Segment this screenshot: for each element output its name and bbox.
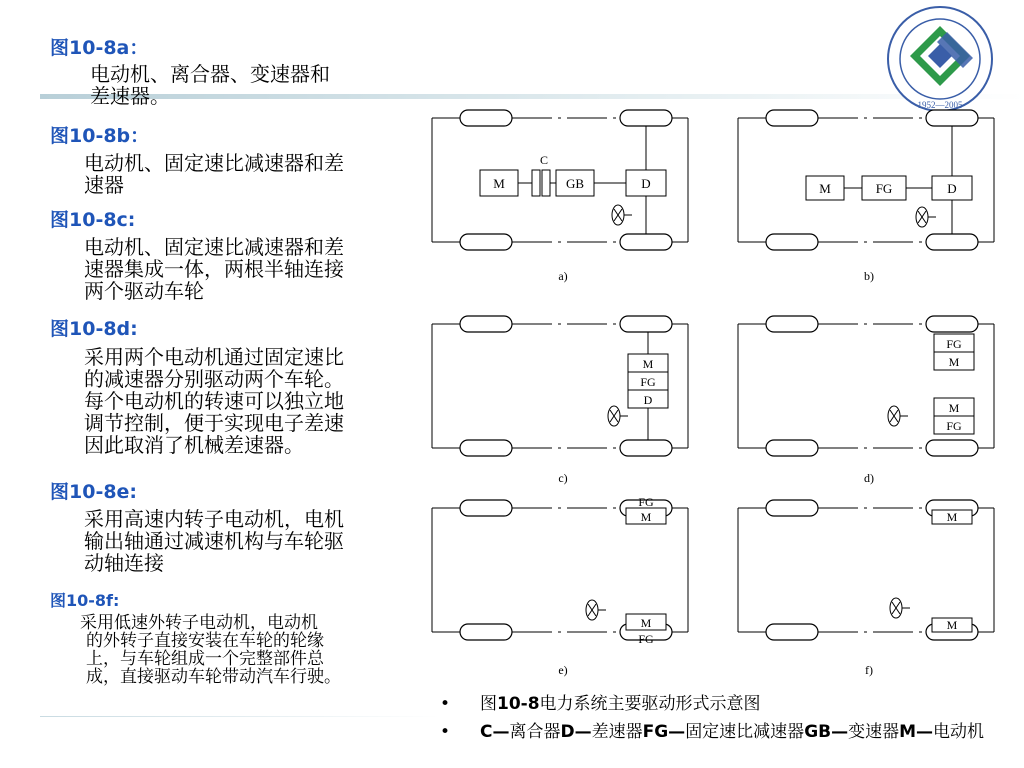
differential-label: D — [643, 393, 653, 407]
text-fig-8e: 采用高速内转子电动机，电机 输出轴通过减速机构与车轮驱 动轴连接 — [84, 507, 344, 575]
text-fig-8c: 电动机、固定速比减速器和差 速器集成一体，两根半轴连接 两个驱动车轮 — [84, 235, 344, 303]
motor-label: M — [493, 176, 505, 191]
differential-label: D — [947, 181, 957, 196]
fixed-gear-label: FG — [640, 375, 656, 389]
note-legend: • C—离合器D—差速器FG—固定速比减速器GB—变速器M—电动机 — [440, 722, 985, 742]
caption-f: f) — [865, 663, 873, 677]
diagram-b — [738, 110, 994, 283]
university-logo — [885, 4, 995, 114]
heading-fig-8a: 图10-8a： — [50, 37, 149, 59]
heading-fig-8b: 图10-8b： — [50, 125, 150, 147]
motor-label: M — [946, 618, 958, 632]
text-fig-8a: 电动机、离合器、变速器和 差速器。 — [90, 62, 330, 108]
motor-label: M — [819, 181, 831, 196]
drive-layout-diagram — [420, 100, 1005, 690]
heading-fig-8c: 图10-8c: — [50, 209, 136, 231]
caption-e: e) — [558, 663, 568, 677]
diagram-e — [432, 495, 688, 677]
description-column — [0, 0, 430, 768]
note-figure-title: • 图10-8电力系统主要驱动形式示意图 — [440, 694, 761, 714]
fixed-gear-label: FG — [946, 337, 962, 351]
caption-c: c) — [558, 471, 568, 485]
diagram-a — [432, 110, 688, 283]
heading-fig-8d: 图10-8d: — [50, 318, 138, 340]
caption-a: a) — [558, 269, 568, 283]
text-fig-8d: 采用两个电动机通过固定速比 的减速器分别驱动两个车轮。 每个电动机的转速可以独立地 调节控制，便于实现电子差速 因此取消了机械差速器。 — [84, 345, 344, 457]
bullet-marker: • — [440, 694, 451, 714]
fixed-gear-label: FG — [638, 632, 654, 646]
diagram-c — [432, 316, 688, 485]
bullet-marker: • — [440, 722, 451, 742]
heading-fig-8e: 图10-8e: — [50, 481, 138, 503]
motor-label: M — [948, 401, 960, 415]
motor-label: M — [640, 616, 652, 630]
text-fig-8b: 电动机、固定速比减速器和差 速器 — [84, 151, 344, 197]
motor-label: M — [948, 355, 960, 369]
motor-label: M — [946, 510, 958, 524]
logo-year-text: 1952—2005 — [917, 100, 963, 110]
motor-label: M — [640, 510, 652, 524]
motor-label: M — [642, 357, 654, 371]
differential-label: D — [641, 176, 651, 191]
fixed-gear-label: FG — [638, 495, 654, 509]
heading-fig-8f: 图10-8f: — [50, 591, 120, 610]
diagram-f — [738, 500, 994, 677]
fixed-gear-label: FG — [946, 419, 962, 433]
diagram-d — [738, 316, 994, 485]
figure-notes — [440, 694, 1000, 742]
caption-d: d) — [864, 471, 874, 485]
caption-b: b) — [864, 269, 874, 283]
gearbox-label: GB — [565, 176, 585, 191]
clutch-label: C — [539, 153, 549, 167]
text-fig-8f: 采用低速外转子电动机，电动机 的外转子直接安装在车轮的轮缘 上，与车轮组成一个完整部件总 成，直接驱动车轮带动汽车行驶。 — [80, 613, 341, 687]
fixed-gear-label: FG — [875, 181, 893, 196]
